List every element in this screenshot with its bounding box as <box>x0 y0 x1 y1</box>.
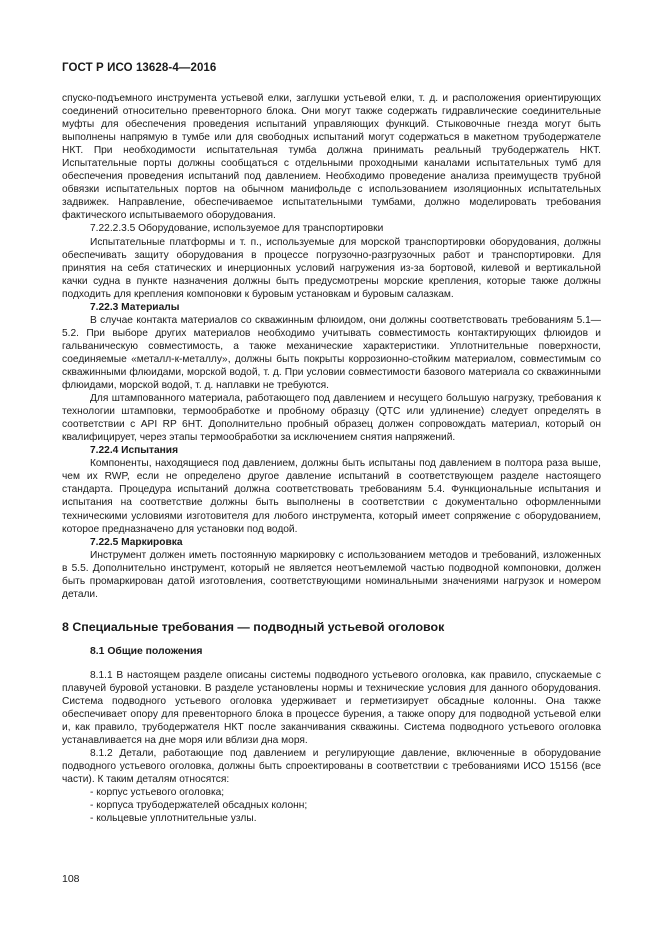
heading-7-22-3: 7.22.3 Материалы <box>90 301 180 313</box>
list-item: - корпуса трубодержателей обсадных колонн; <box>90 800 308 812</box>
heading-7-22-4: 7.22.4 Испытания <box>90 445 179 457</box>
page-header: ГОСТ Р ИСО 13628-4—2016 <box>62 62 217 74</box>
paragraph-transport: Испытательные платформы и т. п., используемые для морской транспортировки оборудования, должны обеспечивать защиту оборудования в процессе погрузочно-разгрузочных работ и транспортировки. Для принятия на себя статических и инерционных условий нагружения из-за бортовой, килевой и вертикальной качки судна в пункте назначения должны быть предусмотрены морские крепления, которые также должны подходить для крепления компоновки к буровым установкам и буровым салазкам. <box>62 236 601 300</box>
document-body <box>62 92 601 825</box>
paragraph-testing: Компоненты, находящиеся под давлением, должны быть испытаны под давлением в полтора раза выше, чем их RWP, если не определено другое давление испытаний в соответствующем разделе настоящего стандарта. Процедура испытаний должна соответствовать требованиям 5.4. Функциональные испытания и испытания на соответствие должны быть выполнены в соответствии с документально оформленными техническими условиями изготовителя для любого инструмента, который имеет сопряжение с оборудованием, которое предназначено для установки под водой. <box>62 458 601 535</box>
paragraph-materials-2: Для штампованного материала, работающего под давлением и несущего большую нагрузку, требования к технологии штамповки, термообработке и пробному образцу (QTC или удлинение) следует определять в соответствии с API RP 6HT. Дополнительно пробный образец должен сопровождать материал, который он квалифицирует, через этапы термообработки за исключением снятия напряжений. <box>62 393 601 444</box>
list-item: - корпус устьевого оголовка; <box>90 787 225 799</box>
paragraph-8-1-2: 8.1.2 Детали, работающие под давлением и регулирующие давление, включенные в оборудование подводного устьевого оголовка, должны быть спроектированы в соответствии с требованиями ИСО 15156 (все части). К таким деталям относятся: <box>62 748 601 786</box>
paragraph-8-1-1: 8.1.1 В настоящем разделе описаны системы подводного устьевого оголовка, как правило, спускаемые с плавучей буровой установки. В разделе установлены нормы и технические условия для данного оборудования. Система подводного устьевого оголовка удерживает и герметизирует обсадные колонны. Она также обеспечивает опору для превенторного блока в процессе бурения, а также опору для подводной устьевой елки и, как правило, трубодержателя НКТ после заканчивания скважины. Система подводного устьевого оголовка устанавливается на дне моря или вблизи дна моря. <box>62 669 601 747</box>
page-number: 108 <box>62 873 80 885</box>
paragraph-continuation: спуско-подъемного инструмента устьевой елки, заглушки устьевой елки, т. д. и расположения ориентирующих соединений относительно превенторного блока. Они могут также содержать гидравлические соединительные муфты для обеспечения проведения испытаний управляющих функций. Стыковочные гнезда могут быть выполнены напрямую в тумбе или для свободных испытаний могут содержаться в макетном трубодержателе НКТ. При необходимости испытательная тумба должна принимать реальный трубодержатель НКТ. Испытательные порты должны сообщаться с отдельными проходными каналами испытательных тумб для обеспечения проведения испытаний под давлением. Необходимо проведение анализа преимуществ трубной обвязки испытательных портов на обычном манифольде с использованием изоляционных испытательных задвижек. Направление, обеспечиваемое испытательными тумбами, должно моделировать требования фактического испытываемого оборудования. <box>62 93 601 222</box>
paragraph-materials-1: В случае контакта материалов со скважинным флюидом, они должны соответствовать требованиям 5.1—5.2. При выборе других материалов необходимо учитывать совместимость контактирующих флюидов и гальваническую совместимость, а также механические характеристики. Уплотнительные поверхности, соединяемые «металл-к-металлу», должны быть покрыты коррозионно-стойким материалом, совместимым со скважинными флюидами, морской водой, т. д. При условии совместимости базового материала со скважинными флюидами, морской водой, т. д. наплавки не требуются. <box>62 314 601 392</box>
heading-8-1: 8.1 Общие положения <box>90 645 203 657</box>
section-8-heading: 8 Специальные требования — подводный устьевой оголовок <box>62 619 445 634</box>
heading-7-22-5: 7.22.5 Маркировка <box>90 536 183 548</box>
paragraph-marking: Инструмент должен иметь постоянную маркировку с использованием методов и требований, изложенных в 5.5. Дополнительно инструмент, который не является неотъемлемой частью подводной компоновки, должен быть промаркирован датой изготовления, соответствующими номинальными значениями нагрузок и номером детали. <box>62 549 601 600</box>
subclause-heading-7-22-2-3-5: 7.22.2.3.5 Оборудование, используемое для транспортировки <box>90 223 384 235</box>
list-item: - кольцевые уплотнительные узлы. <box>90 813 257 825</box>
